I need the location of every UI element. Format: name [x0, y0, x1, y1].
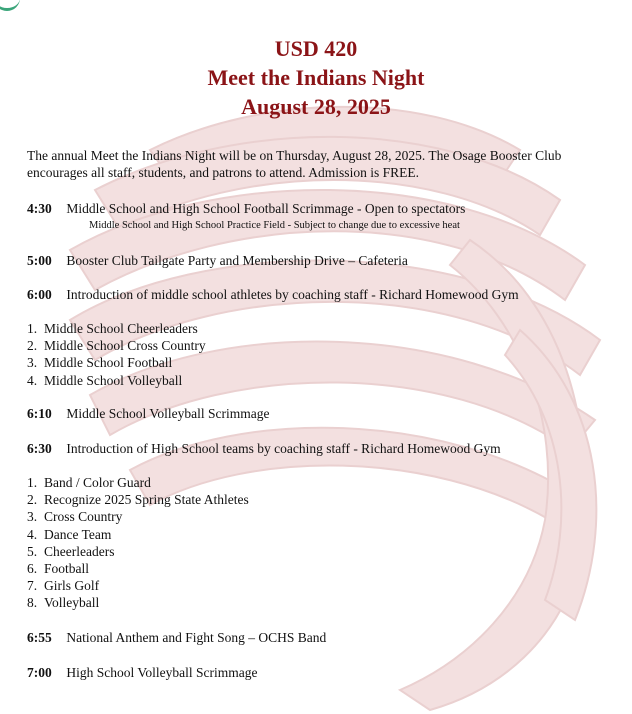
- schedule-item-500: [27, 252, 408, 269]
- corner-arc-decoration: [0, 0, 20, 11]
- list-item: 1. Band / Color Guard: [27, 475, 151, 490]
- schedule-time: 5:00: [27, 253, 52, 268]
- list-item: 7. Girls Golf: [27, 578, 100, 594]
- schedule-time: 6:00: [27, 287, 52, 302]
- schedule-time: 6:30: [27, 441, 52, 456]
- schedule-text: High School Volleyball Scrimmage: [66, 665, 258, 680]
- schedule-time: 6:10: [27, 406, 52, 421]
- title-district: USD 420: [274, 36, 358, 61]
- schedule-text: Introduction of High School teams by coaching staff - Richard Homewood Gym: [66, 441, 501, 456]
- title-date: August 28, 2025: [241, 94, 391, 119]
- schedule-text: Middle School and High School Football Scrimmage - Open to spectators: [66, 201, 466, 216]
- schedule-time: 4:30: [27, 201, 52, 216]
- schedule-text: Booster Club Tailgate Party and Membership Drive – Cafeteria: [66, 253, 408, 268]
- list-item: 5. Cheerleaders: [27, 543, 115, 559]
- list-item: 8. Volleyball: [27, 595, 100, 611]
- schedule-item-610: [27, 405, 269, 422]
- intro-paragraph: The annual Meet the Indians Night will be on Thursday, August 28, 2025. The Osage Booster Club encourages all staff, students, and patrons to attend. Admission is FREE.: [27, 148, 562, 180]
- high-school-list: [27, 474, 249, 612]
- schedule-note: Middle School and High School Practice Field - Subject to change due to excessive heat: [89, 220, 460, 231]
- list-item: 1. Middle School Cheerleaders: [27, 321, 198, 336]
- list-item: 4. Dance Team: [27, 526, 112, 542]
- schedule-text: Middle School Volleyball Scrimmage: [66, 406, 270, 421]
- schedule-text: National Anthem and Fight Song – OCHS Band: [66, 630, 327, 645]
- list-item: 6. Football: [27, 561, 90, 577]
- list-item: 2. Middle School Cross Country: [27, 338, 206, 354]
- list-item: 3. Cross Country: [27, 509, 123, 525]
- schedule-time: 6:55: [27, 630, 52, 645]
- list-item: 4. Middle School Volleyball: [27, 372, 183, 388]
- title-block: [0, 34, 632, 121]
- title-event: Meet the Indians Night: [207, 65, 425, 90]
- middle-school-list: [27, 320, 206, 389]
- schedule-time: 7:00: [27, 665, 52, 680]
- schedule-text: Introduction of middle school athletes by coaching staff - Richard Homewood Gym: [66, 287, 519, 302]
- schedule-item-430: [27, 200, 465, 217]
- schedule-item-630: [27, 440, 501, 457]
- schedule-item-600: [27, 286, 519, 303]
- list-item: 2. Recognize 2025 Spring State Athletes: [27, 492, 249, 508]
- schedule-item-700: [27, 664, 257, 681]
- list-item: 3. Middle School Football: [27, 355, 173, 371]
- schedule-item-655: [27, 629, 326, 646]
